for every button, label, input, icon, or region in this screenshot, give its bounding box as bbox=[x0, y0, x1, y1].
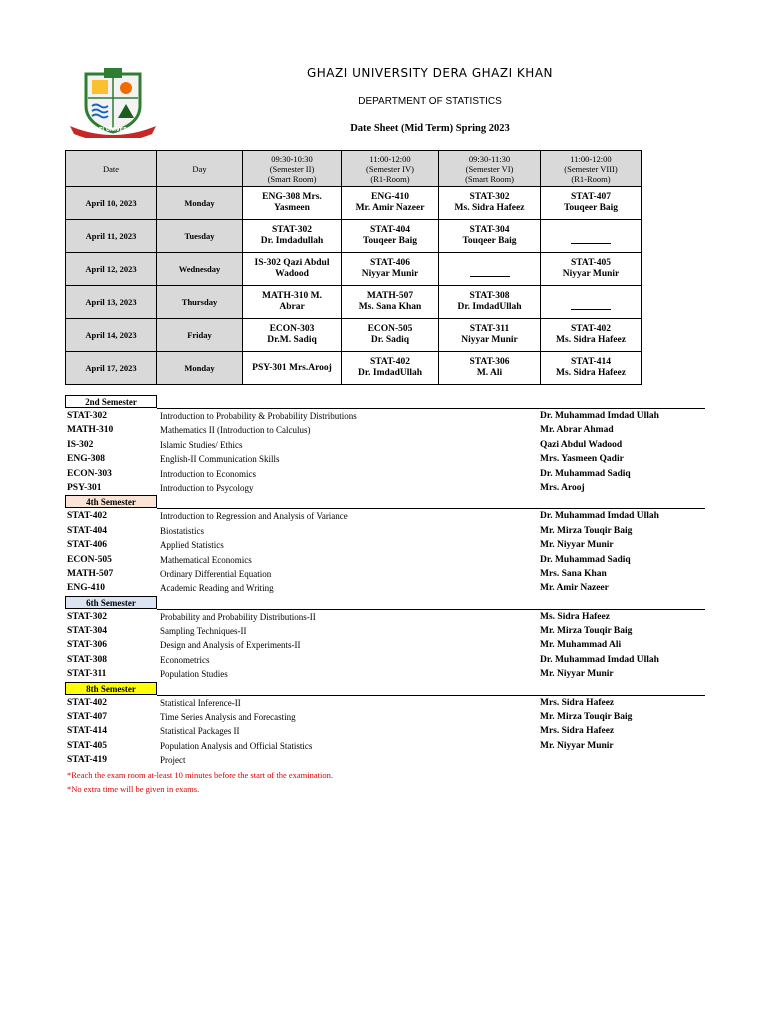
exam-teacher: Ms. Sidra Hafeez bbox=[556, 368, 626, 378]
exam-slot-4 bbox=[541, 220, 642, 253]
exam-slot-4 bbox=[541, 253, 642, 286]
course-code: ECON-303 bbox=[67, 468, 112, 479]
semester-header bbox=[65, 395, 685, 409]
course-code: STAT-414 bbox=[67, 726, 107, 737]
table-row bbox=[66, 319, 642, 352]
exam-teacher: Yasmeen bbox=[274, 203, 310, 213]
row-date: April 12, 2023 bbox=[66, 253, 157, 286]
course-row bbox=[65, 724, 685, 738]
table-row bbox=[66, 187, 642, 220]
exam-teacher: Ms. Sidra Hafeez bbox=[556, 335, 626, 345]
course-row bbox=[65, 581, 685, 595]
date-sheet-title: Date Sheet (Mid Term) Spring 2023 bbox=[350, 123, 510, 134]
row-day: Wednesday bbox=[157, 253, 243, 286]
exam-slot-3 bbox=[439, 253, 541, 286]
exam-slot-2 bbox=[342, 187, 439, 220]
exam-course: IS-302 Qazi Abdul bbox=[254, 258, 330, 268]
exam-course: STAT-402 bbox=[571, 324, 611, 334]
course-row bbox=[65, 538, 685, 552]
header-slot-3: 09:30-11:30 (Semester VI) (Smart Room) bbox=[439, 151, 541, 187]
course-teacher: Mrs. Sana Khan bbox=[540, 568, 607, 579]
semester-header bbox=[65, 682, 685, 696]
course-code: ENG-410 bbox=[67, 583, 105, 594]
exam-slot-3 bbox=[439, 352, 541, 385]
course-row bbox=[65, 553, 685, 567]
course-teacher: Mrs. Arooj bbox=[540, 482, 585, 493]
row-day: Friday bbox=[157, 319, 243, 352]
course-teacher: Mr. Mirza Touqir Baig bbox=[540, 525, 633, 536]
course-teacher: Mr. Niyyar Munir bbox=[540, 540, 614, 551]
course-row bbox=[65, 524, 685, 538]
exam-course: STAT-306 bbox=[469, 357, 510, 367]
exam-course: STAT-406 bbox=[370, 258, 410, 268]
course-teacher: Mrs. Yasmeen Qadir bbox=[540, 454, 624, 465]
exam-course: ENG-410 bbox=[371, 192, 409, 202]
exam-slot-3 bbox=[439, 286, 541, 319]
table-row bbox=[66, 286, 642, 319]
exam-course: MATH-507 bbox=[366, 291, 414, 301]
exam-teacher: Abrar bbox=[279, 302, 305, 312]
course-name: Mathematics II (Introduction to Calculus) bbox=[160, 425, 311, 436]
course-teacher: Dr. Muhammad Imdad Ullah bbox=[540, 511, 659, 522]
exam-course: STAT-405 bbox=[571, 258, 611, 268]
course-code: STAT-308 bbox=[67, 654, 107, 665]
course-teacher: Mr. Niyyar Munir bbox=[540, 669, 614, 680]
course-teacher: Mr. Abrar Ahmad bbox=[540, 425, 614, 436]
exam-slot-3 bbox=[439, 187, 541, 220]
exam-course: ECON-303 bbox=[269, 324, 315, 334]
course-name: Probability and Probability Distributions-II bbox=[160, 611, 316, 622]
exam-slot-1 bbox=[243, 220, 342, 253]
exam-slot-4 bbox=[541, 286, 642, 319]
course-row bbox=[65, 509, 685, 523]
course-name: Introduction to Economics bbox=[160, 468, 256, 479]
course-row bbox=[65, 638, 685, 652]
row-date: April 10, 2023 bbox=[66, 187, 157, 220]
course-code: STAT-304 bbox=[67, 626, 107, 637]
exam-course: STAT-311 bbox=[469, 324, 510, 334]
semester-label: 8th Semester bbox=[65, 682, 157, 695]
course-code: STAT-402 bbox=[67, 511, 107, 522]
course-row bbox=[65, 423, 685, 437]
course-code: PSY-301 bbox=[67, 482, 102, 493]
row-day: Monday bbox=[157, 352, 243, 385]
course-teacher: Mr. Muhammad Ali bbox=[540, 640, 622, 651]
header-slot-4: 11:00-12:00 (Semester VIII) (R1-Room) bbox=[541, 151, 642, 187]
exam-teacher: Mr. Amir Nazeer bbox=[355, 203, 425, 213]
row-date: April 14, 2023 bbox=[66, 319, 157, 352]
course-code: STAT-405 bbox=[67, 740, 107, 751]
row-day: Tuesday bbox=[157, 220, 243, 253]
department-name: DEPARTMENT OF STATISTICS bbox=[358, 96, 502, 107]
course-code: MATH-507 bbox=[67, 568, 114, 579]
exam-slot-2 bbox=[342, 319, 439, 352]
exam-slot-4 bbox=[541, 319, 642, 352]
exam-slot-2 bbox=[342, 286, 439, 319]
semester-header bbox=[65, 495, 685, 509]
course-row bbox=[65, 452, 685, 466]
exam-course: STAT-302 bbox=[272, 225, 312, 235]
course-name: English-II Communication Skills bbox=[160, 454, 280, 465]
semester-header bbox=[65, 596, 685, 610]
exam-teacher: Ms. Sana Khan bbox=[358, 302, 422, 312]
exam-course: MATH-310 M. bbox=[262, 291, 322, 301]
exam-slot-2 bbox=[342, 253, 439, 286]
semester-label: 4th Semester bbox=[65, 495, 157, 508]
course-name: Introduction to Regression and Analysis of Variance bbox=[160, 511, 348, 522]
course-row bbox=[65, 481, 685, 495]
course-row bbox=[65, 667, 685, 681]
course-teacher: Dr. Muhammad Imdad Ullah bbox=[540, 654, 659, 665]
course-name: Islamic Studies/ Ethics bbox=[160, 439, 243, 450]
course-teacher: Ms. Sidra Hafeez bbox=[540, 611, 610, 622]
course-code: STAT-419 bbox=[67, 755, 107, 766]
exam-course: STAT-302 bbox=[469, 192, 510, 202]
course-code: IS-302 bbox=[67, 439, 94, 450]
course-code: STAT-402 bbox=[67, 697, 107, 708]
course-name: Biostatistics bbox=[160, 525, 205, 536]
course-row bbox=[65, 409, 685, 423]
exam-teacher: Dr.M. Sadiq bbox=[267, 335, 317, 345]
exam-teacher: Touqeer Baig bbox=[462, 236, 517, 246]
row-day: Thursday bbox=[157, 286, 243, 319]
semester-label: 2nd Semester bbox=[65, 395, 157, 408]
exam-slot-4 bbox=[541, 352, 642, 385]
course-teacher: Mr. Mirza Touqir Baig bbox=[540, 712, 633, 723]
exam-slot-1 bbox=[243, 187, 342, 220]
exam-course: ENG-308 Mrs. bbox=[262, 192, 322, 202]
university-name: GHAZI UNIVERSITY DERA GHAZI KHAN bbox=[306, 66, 554, 80]
exam-course: PSY-301 Mrs.Arooj bbox=[252, 362, 332, 373]
course-name: Population Studies bbox=[160, 669, 228, 680]
course-row bbox=[65, 467, 685, 481]
course-name: Statistical Packages II bbox=[160, 726, 240, 737]
course-code: STAT-306 bbox=[67, 640, 107, 651]
exam-slot-2 bbox=[342, 352, 439, 385]
course-code: ENG-308 bbox=[67, 454, 105, 465]
course-code: ECON-505 bbox=[67, 554, 112, 565]
course-name: Introduction to Psycology bbox=[160, 482, 254, 493]
course-code: STAT-404 bbox=[67, 525, 107, 536]
exam-teacher: Ms. Sidra Hafeez bbox=[454, 203, 525, 213]
course-name: Ordinary Differential Equation bbox=[160, 568, 272, 579]
exam-course: STAT-414 bbox=[571, 357, 611, 367]
course-code: STAT-407 bbox=[67, 712, 107, 723]
course-code: STAT-406 bbox=[67, 540, 107, 551]
semester-label: 6th Semester bbox=[65, 596, 157, 609]
exam-slot-3 bbox=[439, 319, 541, 352]
course-row bbox=[65, 653, 685, 667]
course-name: Sampling Techniques-II bbox=[160, 626, 247, 637]
exam-course: STAT-308 bbox=[469, 291, 510, 301]
course-row bbox=[65, 438, 685, 452]
exam-course: STAT-304 bbox=[469, 225, 510, 235]
course-teacher: Dr. Muhammad Imdad Ullah bbox=[540, 411, 659, 421]
course-row bbox=[65, 753, 685, 767]
exam-note: *No extra time will be given in exams. bbox=[67, 783, 200, 794]
course-name: Introduction to Probability & Probability Distributions bbox=[160, 411, 357, 421]
header-slot-2: 11:00-12:00 (Semester IV) (R1-Room) bbox=[342, 151, 439, 187]
course-code: STAT-311 bbox=[67, 669, 107, 680]
course-row bbox=[65, 624, 685, 638]
row-day: Monday bbox=[157, 187, 243, 220]
exam-slot-4 bbox=[541, 187, 642, 220]
row-date: April 13, 2023 bbox=[66, 286, 157, 319]
exam-teacher: Dr. Sadiq bbox=[370, 335, 410, 345]
exam-teacher: Dr. Imdadullah bbox=[260, 236, 324, 246]
exam-teacher: Niyyar Munir bbox=[361, 269, 419, 279]
exam-teacher: Touqeer Baig bbox=[362, 236, 418, 246]
exam-teacher: Dr. ImdadUllah bbox=[357, 368, 423, 378]
course-teacher: Mrs. Sidra Hafeez bbox=[540, 726, 615, 737]
course-row bbox=[65, 739, 685, 753]
course-list bbox=[65, 395, 685, 796]
empty-slot-line bbox=[571, 243, 611, 244]
course-code: MATH-310 bbox=[67, 425, 114, 436]
exam-teacher: Niyyar Munir bbox=[461, 335, 518, 345]
university-logo bbox=[68, 66, 158, 138]
course-name: Mathematical Economics bbox=[160, 554, 252, 565]
exam-course: ECON-505 bbox=[367, 324, 413, 334]
exam-teacher: M. Ali bbox=[476, 368, 503, 378]
exam-slot-1 bbox=[243, 253, 342, 286]
course-name: Econometrics bbox=[160, 654, 210, 665]
exam-slot-1 bbox=[243, 286, 342, 319]
header-date: Date bbox=[66, 151, 157, 187]
exam-course: STAT-407 bbox=[571, 192, 611, 202]
course-name: Population Analysis and Official Statistics bbox=[160, 740, 313, 751]
table-header-row bbox=[66, 151, 642, 187]
course-code: STAT-302 bbox=[67, 611, 107, 622]
table-row bbox=[66, 253, 642, 286]
table-row bbox=[66, 220, 642, 253]
course-teacher: Mr. Niyyar Munir bbox=[540, 740, 614, 751]
exam-slot-3 bbox=[439, 220, 541, 253]
exam-slot-1 bbox=[243, 352, 342, 385]
course-name: Project bbox=[160, 755, 186, 766]
course-teacher: Dr. Muhammad Sadiq bbox=[540, 468, 631, 479]
exam-course: STAT-402 bbox=[370, 357, 410, 367]
exam-teacher: Wadood bbox=[275, 269, 309, 279]
course-row bbox=[65, 567, 685, 581]
exam-slot-1 bbox=[243, 319, 342, 352]
empty-slot-line bbox=[470, 276, 510, 277]
course-code: STAT-302 bbox=[67, 411, 107, 421]
course-row bbox=[65, 610, 685, 624]
header-day: Day bbox=[157, 151, 243, 187]
exam-slot-2 bbox=[342, 220, 439, 253]
course-teacher: Mr. Amir Nazeer bbox=[540, 583, 609, 594]
course-teacher: Mrs. Sidra Hafeez bbox=[540, 697, 615, 708]
course-name: Applied Statistics bbox=[160, 540, 224, 551]
row-date: April 17, 2023 bbox=[66, 352, 157, 385]
course-teacher: Mr. Mirza Touqir Baig bbox=[540, 626, 633, 637]
course-name: Academic Reading and Writing bbox=[160, 583, 274, 594]
course-teacher: Dr. Muhammad Sadiq bbox=[540, 554, 631, 565]
logo-text: GHAZI UNIVERSITY bbox=[86, 127, 140, 133]
course-teacher: Qazi Abdul Wadood bbox=[540, 439, 623, 450]
course-name: Design and Analysis of Experiments-II bbox=[160, 640, 301, 651]
row-date: April 11, 2023 bbox=[66, 220, 157, 253]
table-row bbox=[66, 352, 642, 385]
exam-note: *Reach the exam room at-least 10 minutes before the start of the examination. bbox=[67, 769, 334, 780]
exam-course: STAT-404 bbox=[370, 225, 410, 235]
course-name: Statistical Inference-II bbox=[160, 697, 241, 708]
course-row bbox=[65, 696, 685, 710]
course-name: Time Series Analysis and Forecasting bbox=[160, 712, 296, 723]
exam-teacher: Touqeer Baig bbox=[563, 203, 619, 213]
date-sheet-table bbox=[65, 150, 642, 385]
exam-teacher: Dr. ImdadUllah bbox=[457, 302, 522, 312]
course-row bbox=[65, 710, 685, 724]
empty-slot-line bbox=[571, 309, 611, 310]
exam-teacher: Niyyar Munir bbox=[562, 269, 620, 279]
header-slot-1: 09:30-10:30 (Semester II) (Smart Room) bbox=[243, 151, 342, 187]
